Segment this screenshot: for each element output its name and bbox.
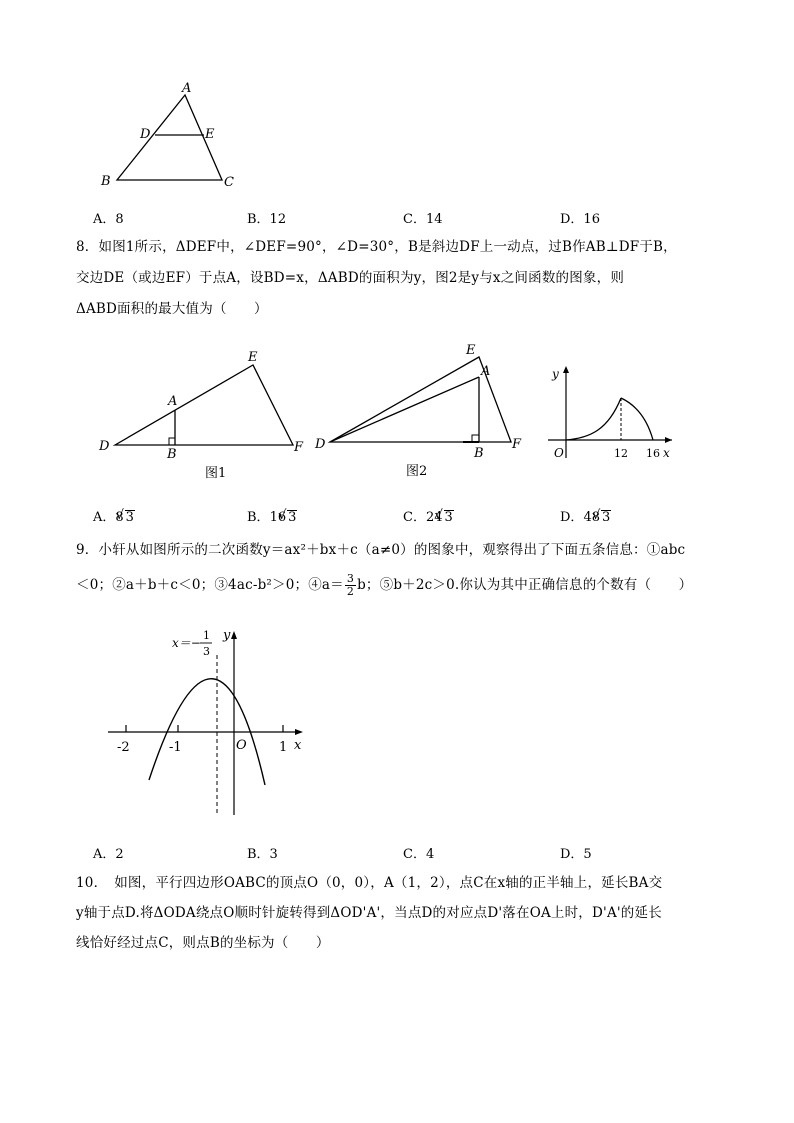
q8-text-line1: 8．如图1所示，ΔDEF中，∠DEF=90°，∠D=30°，B是斜边DF上一动点，过B作AB⊥DF于B， [76,239,677,255]
q9-text-line2: ＜0；②a＋b＋c＜0；③4ac-b²＞0；④a＝ $\frac{3}{2}$ b；⑤b＋2c＞0.你认为其中正确信息的个数有（ ） [76,572,693,598]
graph-label-x: x [663,446,670,460]
fig2-label-B: B [474,446,484,461]
q9-option-c[interactable]: C．4 [403,847,435,862]
graph-tick-16: 16 [646,447,660,460]
tick-label-1: 1 [279,740,288,755]
q8-figure-2 [313,340,538,480]
triangle-figure-q7 [95,80,245,195]
label-y: y [223,628,231,643]
fig2-label-A: A [481,364,491,379]
q9-text-line1: 9．小轩从如图所示的二次函数y＝ax²＋bx＋c（a≠0）的图象中，观察得出了下面五条信息：①abc [76,542,686,558]
q8-text-line2: 交边DE（或边EF）于点A，设BD=x，ΔABD的面积为y，图2是y与x之间函数的图象，则 [76,270,625,286]
axis-frac-den: 3 [203,645,210,658]
q8-function-graph [540,362,680,462]
q8-option-a[interactable]: A．8√ 3 [93,506,135,525]
fig1-label-D: D [99,439,110,454]
q8-figure-1 [95,345,315,480]
q10-text-line3: 线恰好经过点C，则点B的坐标为（ ） [76,935,330,951]
fraction-3-2: $\frac{3}{2}$ [346,572,355,598]
graph-label-origin: O [554,446,564,460]
q9-option-b[interactable]: B．3 [247,847,278,862]
fig2-caption: 图2 [406,464,428,479]
label-B: B [101,174,111,189]
q7-option-d[interactable]: D．16 [560,212,600,227]
label-D: D [140,127,151,142]
tick-label-minus-1: -1 [169,740,182,755]
fig1-label-E: E [248,350,258,365]
q7-option-a[interactable]: A．8 [93,212,124,227]
q9-parabola-graph [100,625,315,820]
q8-option-c[interactable]: C．24√ 3 [403,506,454,525]
fig2-label-F: F [512,437,522,452]
fig1-label-A: A [168,394,178,409]
tick-label-minus-2: -2 [117,740,130,755]
label-origin: O [236,738,247,753]
q8-text-line3: ΔABD面积的最大值为（ ） [76,301,268,317]
fig2-label-E: E [466,343,476,358]
q9-option-a[interactable]: A．2 [93,847,124,862]
q9-option-d[interactable]: D．5 [560,847,592,862]
graph-label-y: y [552,367,559,381]
label-x-equals: x＝− [172,636,201,650]
label-E: E [205,127,215,142]
q7-option-b[interactable]: B．12 [247,212,287,227]
q10-text-line2: y轴于点D.将ΔODA绕点O顺时针旋转得到ΔOD'A'，当点D的对应点D'落在OA上时，D'A'的延长 [76,905,662,921]
q7-option-c[interactable]: C．14 [403,212,443,227]
fig1-caption: 图1 [205,466,227,480]
fig1-label-B: B [167,447,177,462]
fig1-label-F: F [294,440,304,455]
label-x: x [294,738,302,753]
label-A: A [182,81,192,96]
fig2-label-D: D [315,437,326,452]
q8-option-b[interactable]: B．16√ 3 [247,506,297,525]
axis-frac-num: 1 [203,629,210,642]
q8-option-d[interactable]: D．48√ 3 [560,506,611,525]
graph-tick-12: 12 [614,447,628,460]
q10-text-line1: 10． 如图，平行四边形OABC的顶点O（0，0），A（1，2），点C在x轴的正半轴上，延长BA交 [76,875,663,891]
label-C: C [224,175,234,190]
